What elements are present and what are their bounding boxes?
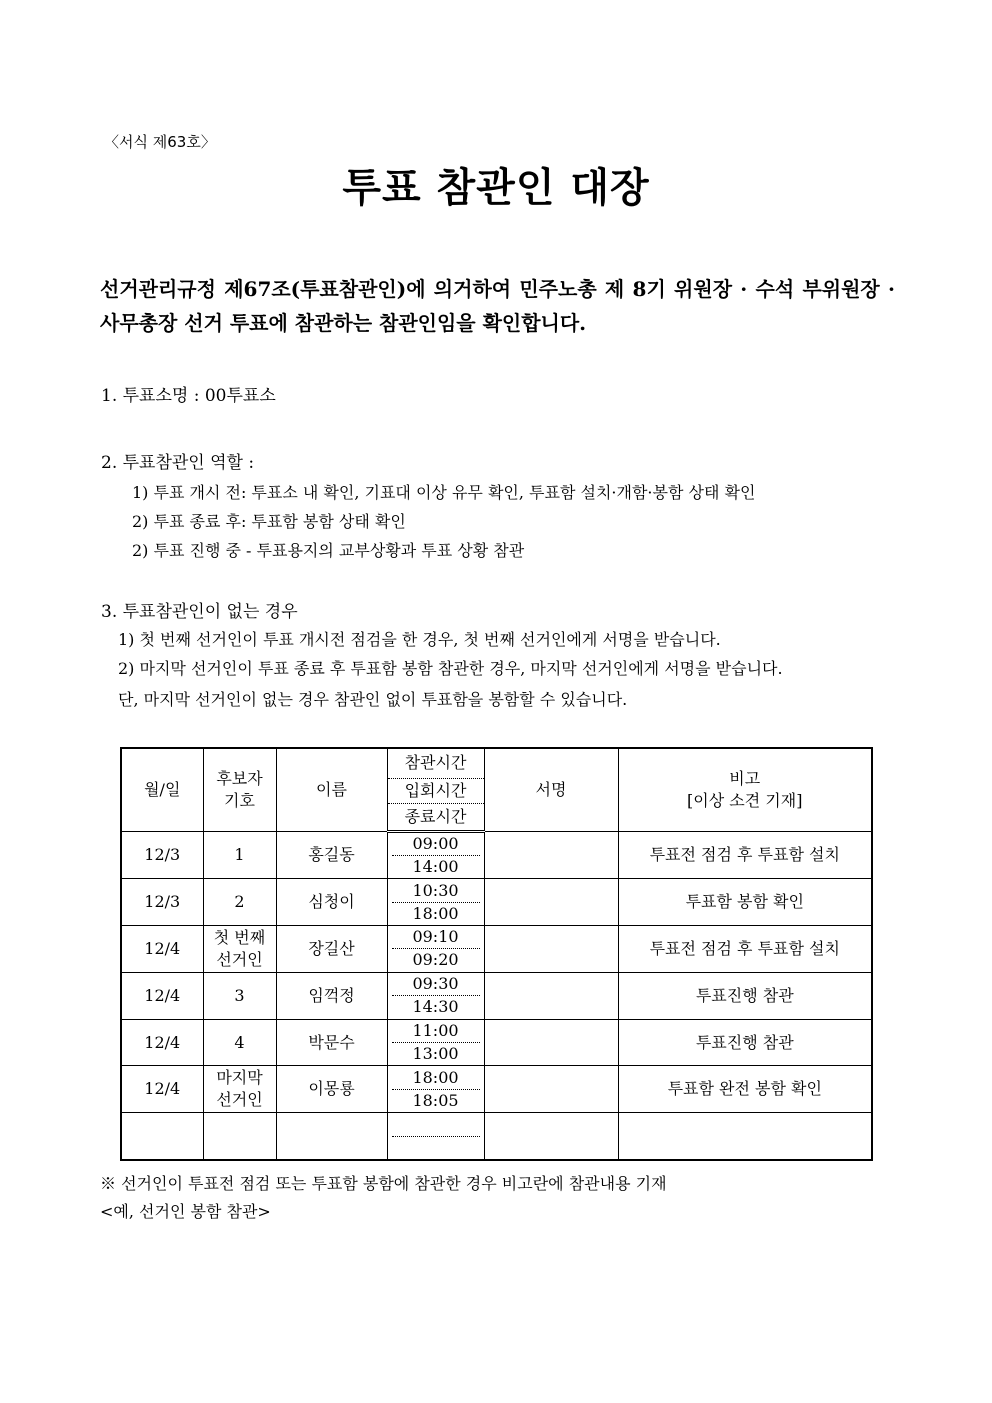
observer-role-item: 2) 투표 진행 중 - 투표용지의 교부상황과 투표 상황 참관 [132,541,525,560]
row-candidate-line1: 첫 번째 [213,927,266,947]
row-time-out[interactable] [388,1137,484,1159]
row-name: 박문수 [276,1019,387,1066]
intro-paragraph: 선거관리규정 제67조(투표참관인)에 의거하여 민주노총 제 8기 위원장 · 수석 부위원장 · 사무총장 선거 투표에 참관하는 참관인임을 확인합니다. [100,277,895,335]
observer-register-table [120,747,873,1161]
header-candidate-line1: 후보자 [216,768,263,788]
row-signature[interactable] [484,1066,618,1113]
row-candidate [203,1066,276,1113]
row-name: 심청이 [276,879,387,926]
footnote-line1: ※ 선거인이 투표전 점검 또는 투표함 봉함에 참관한 경우 비고란에 참관내용 기재 [100,1174,667,1193]
row-candidate-line2: 선거인 [216,1090,263,1110]
header-time-in: 입회시간 [387,778,484,803]
row-remarks: 투표진행 참관 [618,972,872,1019]
row-time-in: 09:10 [392,926,480,949]
table-row [121,926,872,973]
row-remarks: 투표전 점검 후 투표함 설치 [618,926,872,973]
row-time-in[interactable] [392,1114,480,1137]
footnote-line2: <예, 선거인 봉함 참관> [100,1202,271,1221]
row-time [387,1066,484,1113]
row-remarks: 투표전 점검 후 투표함 설치 [618,831,872,879]
table-row [121,972,872,1019]
header-observation-time: 참관시간 [387,748,484,778]
row-time-in: 10:30 [392,880,480,903]
row-remarks: 투표함 봉함 확인 [618,879,872,926]
row-time-out: 14:00 [412,856,459,876]
header-candidate-line2: 기호 [224,790,255,810]
row-signature[interactable] [484,1113,618,1160]
row-time-in: 11:00 [392,1020,480,1043]
row-name: 이몽룡 [276,1066,387,1113]
row-candidate [203,1019,276,1066]
row-name: 임꺽정 [276,972,387,1019]
row-candidate [203,972,276,1019]
section-observer-role-heading: 2. 투표참관인 역할 : [101,453,255,473]
header-candidate [203,748,276,831]
page-title: 투표 참관인 대장 [342,165,650,211]
header-name: 이름 [276,748,387,831]
table-row [121,1066,872,1113]
row-name[interactable] [276,1113,387,1160]
header-remarks-line1: 비고 [729,768,761,788]
table-row [121,879,872,926]
row-signature[interactable] [484,972,618,1019]
section-no-observer-heading: 3. 투표참관인이 없는 경우 [101,602,298,622]
row-signature[interactable] [484,926,618,973]
row-signature[interactable] [484,879,618,926]
section-polling-station: 1. 투표소명 : 00투표소 [101,386,276,406]
row-remarks: 투표진행 참관 [618,1019,872,1066]
row-candidate-line1: 2 [234,892,245,912]
row-signature[interactable] [484,1019,618,1066]
no-observer-item: 1) 첫 번째 선거인이 투표 개시전 점검을 한 경우, 첫 번째 선거인에게 서명을 받습니다. [118,630,721,649]
row-time-in: 18:00 [392,1067,480,1090]
row-candidate-line1: 마지막 [216,1068,263,1088]
row-time [387,1019,484,1066]
row-time [387,879,484,926]
table-row [121,1113,872,1160]
row-time-out: 13:00 [412,1044,459,1064]
observer-role-item: 1) 투표 개시 전: 투표소 내 확인, 기표대 이상 유무 확인, 투표함 설치·개함·봉함 상태 확인 [132,483,756,502]
footnote [100,1170,667,1226]
row-time-out: 09:20 [412,950,459,970]
row-time-out: 18:00 [412,903,459,923]
row-date: 12/4 [121,926,203,973]
row-time-in: 09:30 [392,973,480,996]
row-date: 12/3 [121,831,203,879]
form-number: 〈서식 제63호〉 [104,133,216,151]
row-time [387,831,484,879]
row-time[interactable] [387,1113,484,1160]
row-time-out: 18:05 [412,1090,459,1110]
table-row [121,831,872,879]
row-date: 12/4 [121,972,203,1019]
row-candidate[interactable] [203,1113,276,1160]
no-observer-item: 2) 마지막 선거인이 투표 종료 후 투표함 봉함 참관한 경우, 마지막 선거인에게 서명을 받습니다. [118,659,783,678]
row-date[interactable] [121,1113,203,1160]
row-candidate-line1: 1 [234,844,245,864]
row-date: 12/4 [121,1019,203,1066]
header-remarks-line2: [이상 소견 기재] [687,790,803,810]
header-time-out: 종료시간 [387,803,484,831]
row-date: 12/3 [121,879,203,926]
header-date: 월/일 [121,748,203,831]
row-candidate [203,879,276,926]
row-time [387,926,484,973]
row-candidate-line1: 4 [234,1032,245,1052]
row-remarks: 투표함 완전 봉함 확인 [618,1066,872,1113]
row-date: 12/4 [121,1066,203,1113]
row-name: 장길산 [276,926,387,973]
header-remarks [618,748,872,831]
row-signature[interactable] [484,831,618,879]
row-remarks[interactable] [618,1113,872,1160]
table-row [121,1019,872,1066]
row-candidate [203,831,276,879]
row-time-in: 09:00 [392,833,480,856]
row-candidate-line2: 선거인 [216,949,263,969]
row-candidate-line1: 3 [234,985,245,1005]
row-candidate [203,926,276,973]
row-time [387,972,484,1019]
header-signature: 서명 [484,748,618,831]
no-observer-item: 단, 마지막 선거인이 없는 경우 참관인 없이 투표함을 봉함할 수 있습니다. [118,690,628,709]
row-name: 홍길동 [276,831,387,879]
row-time-out: 14:30 [412,997,459,1017]
observer-role-item: 2) 투표 종료 후: 투표함 봉함 상태 확인 [132,512,406,531]
